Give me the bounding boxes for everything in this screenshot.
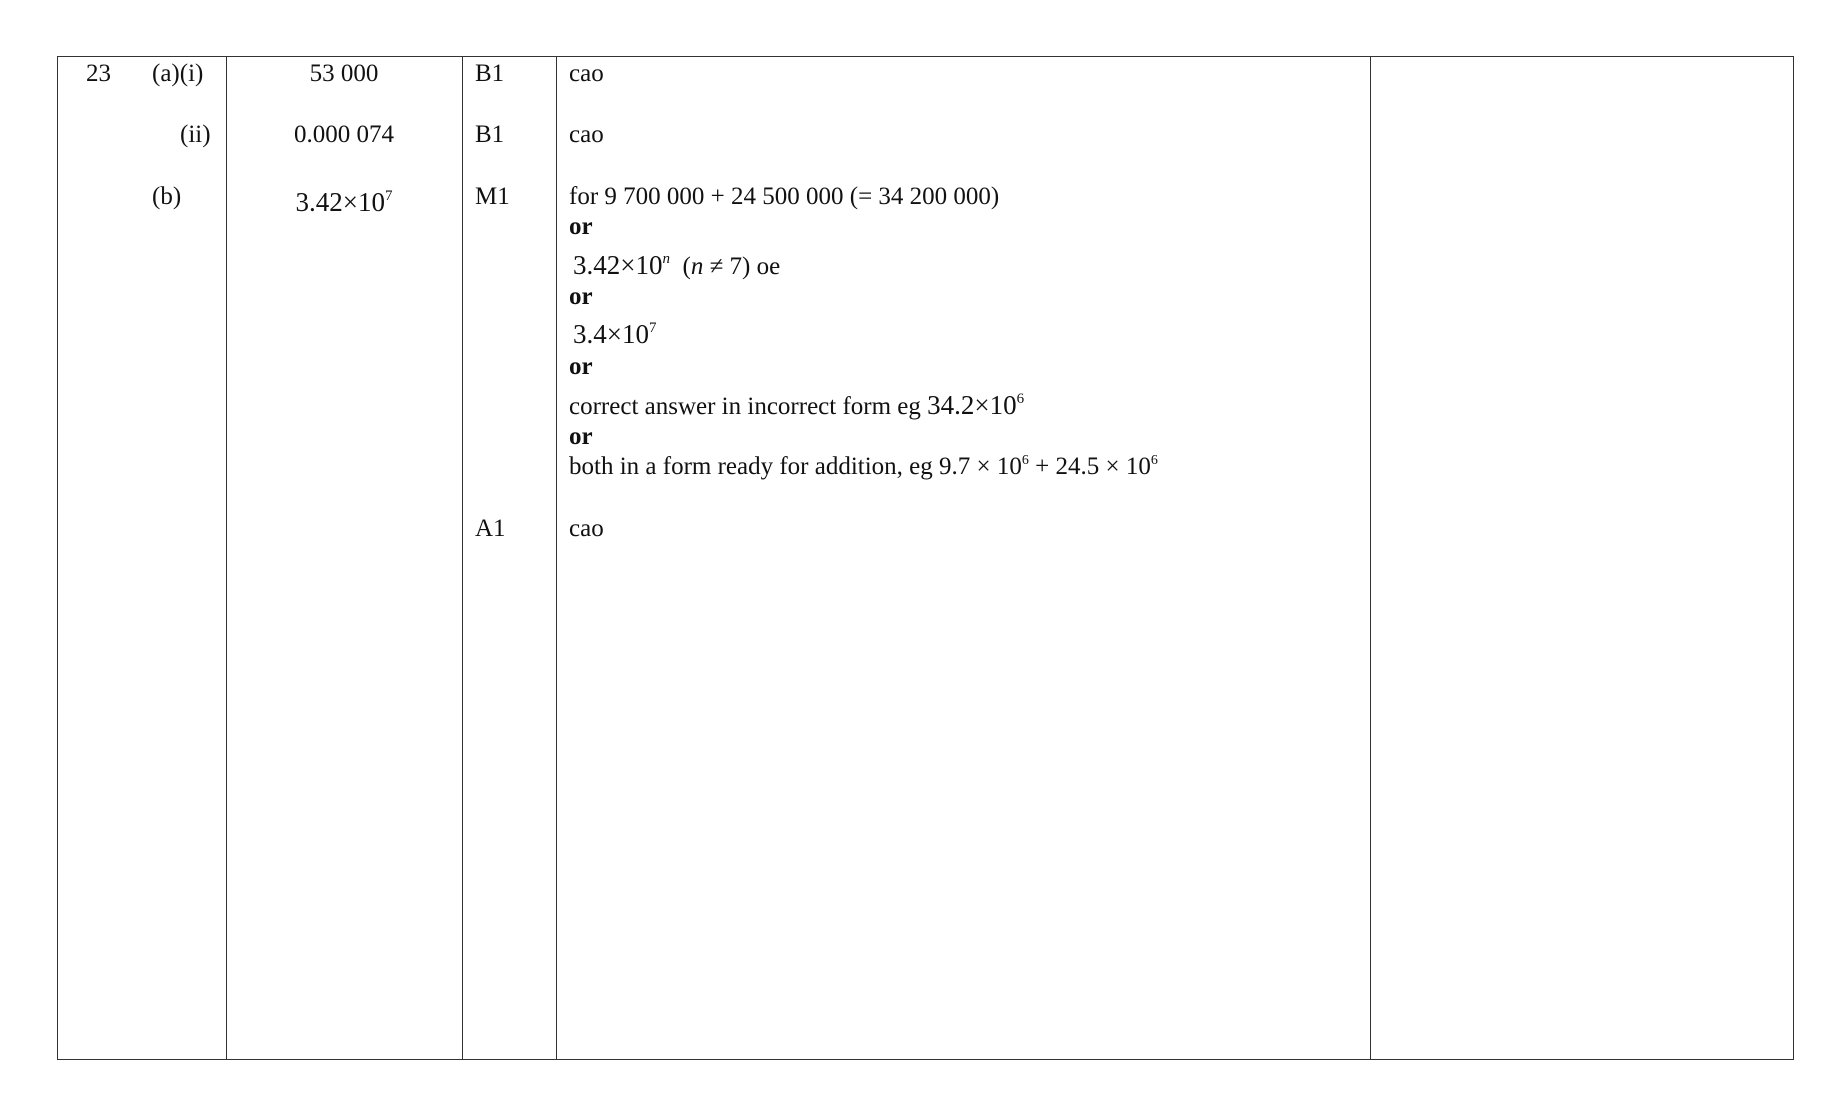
mark-code: B1: [475, 60, 505, 87]
answer-value: $3.42\times 10^7$: [295, 187, 393, 217]
notes-line: $3.4\times 10^7$: [573, 319, 657, 349]
mark-code: B1: [475, 121, 505, 148]
mark-code: M1: [475, 183, 510, 210]
part-label: (ii): [180, 121, 211, 148]
column-divider-notes: [1370, 56, 1371, 1060]
answer-value: 0.000 074: [294, 121, 394, 148]
or-separator: or: [569, 353, 593, 380]
mark-code: A1: [475, 515, 506, 542]
or-separator: or: [569, 423, 593, 450]
notes-text: cao: [569, 121, 604, 148]
notes-text: cao: [569, 60, 604, 87]
notes-line: for 9 700 000 + 24 500 000 (= 34 200 000): [569, 183, 1000, 210]
notes-line: $3.42\times 10^n$ (n ≠ 7) oe: [573, 250, 781, 280]
notes-text: cao: [569, 515, 604, 542]
or-separator: or: [569, 283, 593, 310]
notes-line: correct answer in incorrect form eg $34.2\times 10^6$: [569, 390, 1025, 420]
part-label: (b): [152, 183, 182, 210]
question-number: 23: [86, 60, 111, 87]
answer-value: 53 000: [309, 60, 379, 87]
column-divider-answer: [462, 56, 463, 1060]
notes-line: both in a form ready for addition, eg $9.7 \times 10^6 + 24.5 \times 10^6$: [569, 453, 1158, 480]
column-divider-mark: [556, 56, 557, 1060]
part-label: (a)(i): [152, 60, 204, 87]
or-separator: or: [569, 213, 593, 240]
